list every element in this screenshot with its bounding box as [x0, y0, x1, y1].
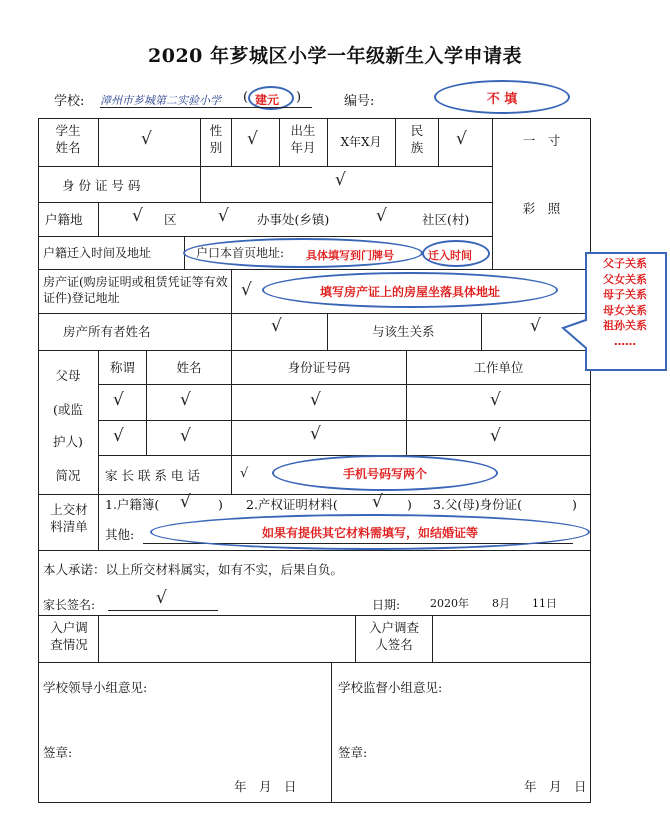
check-mark: √ [456, 129, 467, 149]
move-time-note: 迁入时间 [428, 249, 472, 262]
callout-item: …… [614, 334, 636, 348]
id-number-label: 身 份 证 号 码 [62, 178, 141, 193]
material-item-2: 2.产权证明材料( [246, 497, 338, 512]
material-item-1-close: ) [218, 497, 223, 512]
col-work-header: 工作单位 [473, 360, 524, 375]
parent-sign-label: 家长签名: [43, 598, 96, 612]
survey-label: 入户调 查情况 [50, 620, 88, 652]
col-id-header: 身份证号码 [287, 360, 351, 375]
homepage-address-label: 户口本首页地址: [196, 246, 285, 260]
date-label: 日期: [372, 598, 401, 612]
property-note: 填写房产证上的房屋坐落具体地址 [319, 285, 500, 299]
parents-label-line: 护人) [53, 434, 83, 449]
supervisor-opinion-label: 学校监督小组意见: [338, 680, 443, 695]
community-label: 社区(村) [422, 212, 470, 227]
paren-open: ( [243, 90, 249, 105]
leader-date-line: 年 月 日 [234, 779, 297, 794]
check-mark: √ [247, 129, 258, 149]
check-mark: √ [240, 466, 249, 481]
check-mark: √ [132, 206, 143, 226]
district-label: 区 [164, 212, 177, 227]
address-note: 具体填写到门牌号 [306, 249, 394, 262]
other-note: 如果有提供其它材料需填写，如结婚证等 [261, 526, 478, 540]
parents-label-line: (或监 [53, 402, 83, 417]
property-address-label: 房产证(购房证明或租赁凭证等有效证件)登记地址 [43, 275, 228, 306]
leader-seal-label: 签章: [43, 745, 73, 760]
check-mark: √ [180, 426, 191, 446]
number-label: 编号: [344, 94, 375, 109]
check-mark: √ [113, 390, 124, 410]
sign-underline [108, 610, 218, 611]
paren-close: ) [296, 90, 302, 105]
ethnicity-label: 民 族 [410, 123, 424, 155]
check-mark: √ [310, 390, 321, 410]
material-item-3-close: ) [572, 497, 577, 512]
check-mark: √ [376, 206, 387, 226]
material-item-2-close: ) [407, 497, 412, 512]
date-month: 8月 [492, 597, 510, 610]
promise-text: 本人承诺：以上所交材料属实，如有不实，后果自负。 [43, 562, 344, 577]
supervisor-seal-label: 签章: [338, 745, 368, 760]
check-mark: √ [271, 316, 282, 336]
parent-phone-label: 家 长 联 系 电 话 [105, 468, 200, 483]
school-value[interactable]: 漳州市芗城第二实验小学 [100, 94, 221, 107]
birth-value: X年X月 [340, 135, 382, 149]
check-mark: √ [156, 588, 167, 608]
materials-label: 上交材 料清单 [50, 502, 88, 534]
callout-item: 母子关系 [603, 288, 647, 301]
birth-label: 出生 年月 [290, 123, 316, 155]
col-title-header: 称谓 [109, 360, 135, 375]
date-day: 11日 [532, 597, 557, 610]
material-item-3: 3.父(母)身份证( [433, 497, 523, 512]
survey-signer-label: 入户调查 人签名 [368, 620, 419, 652]
parents-label-line: 父母 [55, 368, 81, 383]
relation-callout [586, 256, 664, 349]
address-ellipse [183, 238, 423, 268]
photo-label-bottom: 彩 照 [522, 201, 561, 216]
other-materials-label: 其他: [105, 527, 135, 542]
check-mark: √ [113, 426, 124, 446]
school-label: 学校: [54, 94, 85, 109]
photo-label-top: 一 寸 [522, 133, 561, 148]
check-mark: √ [335, 170, 346, 190]
phone-note: 手机号码写两个 [342, 467, 427, 481]
subdistrict-label: 办事处(乡镇) [257, 212, 330, 227]
move-in-label: 户籍迁入时间及地址 [43, 246, 152, 260]
school-campus: 建元 [255, 93, 280, 107]
form-title: 2020 年芗城区小学一年级新生入学申请表 [148, 45, 522, 67]
relation-label: 与该生关系 [372, 324, 435, 339]
number-note: 不 填 [486, 92, 518, 107]
check-mark: √ [180, 492, 191, 512]
hukou-label: 户籍地 [45, 212, 83, 227]
col-name-header: 姓名 [176, 360, 202, 375]
material-item-1: 1.户籍簿( [105, 497, 160, 512]
check-mark: √ [241, 280, 252, 300]
date-year: 2020年 [430, 597, 469, 610]
parents-label-line: 简况 [55, 468, 81, 483]
move-time-ellipse [422, 240, 490, 267]
owner-name-label: 房产所有者姓名 [63, 324, 151, 339]
check-mark: √ [310, 424, 321, 444]
gender-label: 性 别 [209, 123, 223, 155]
callout-item: 父子关系 [603, 257, 647, 270]
leader-opinion-label: 学校领导小组意见: [43, 680, 148, 695]
check-mark: √ [490, 390, 501, 410]
callout-item: 母女关系 [603, 303, 647, 317]
check-mark: √ [530, 316, 541, 336]
student-name-label: 学生 姓名 [55, 123, 81, 155]
supervisor-date-line: 年 月 日 [524, 779, 587, 794]
callout-item: 祖孙关系 [603, 319, 647, 332]
check-mark: √ [490, 426, 501, 446]
check-mark: √ [372, 492, 383, 512]
check-mark: √ [180, 390, 191, 410]
check-mark: √ [218, 206, 229, 226]
callout-item: 父女关系 [603, 272, 647, 286]
check-mark: √ [141, 129, 152, 149]
